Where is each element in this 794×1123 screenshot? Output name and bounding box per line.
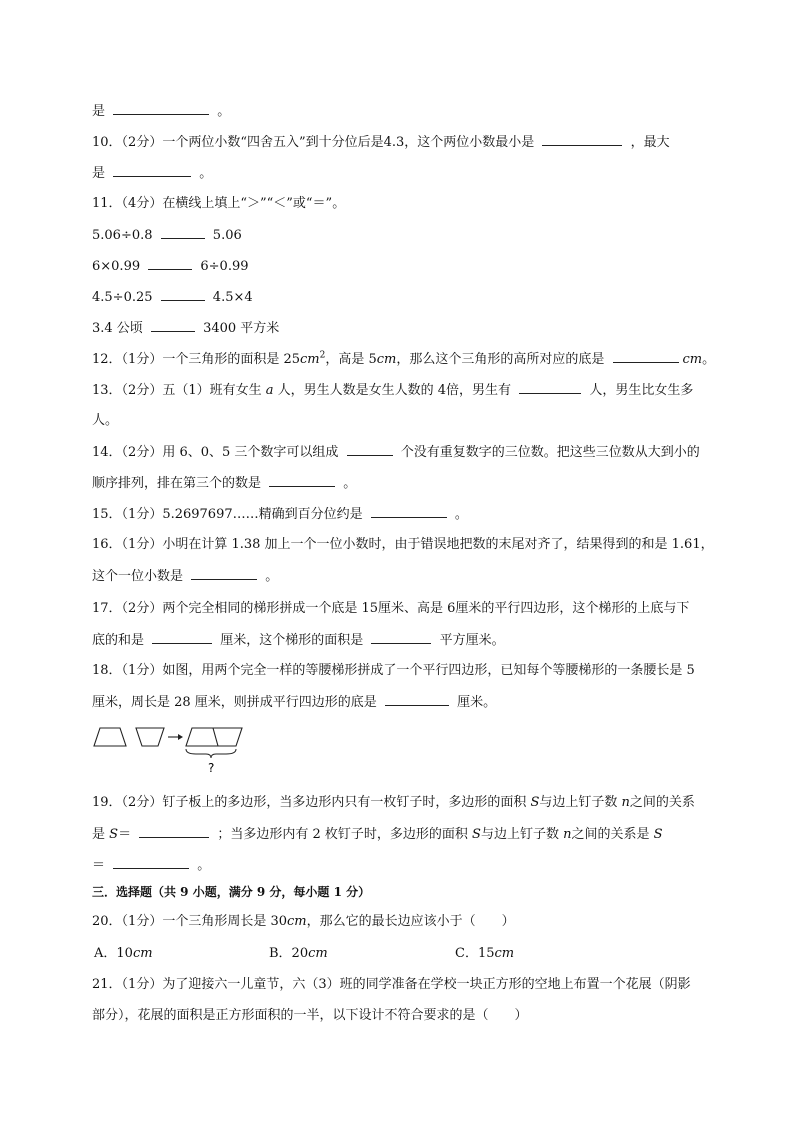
question-19 — [92, 794, 695, 812]
text: 之间的关系是 — [571, 827, 650, 842]
q10-text-2: ，最大 — [630, 135, 670, 150]
text: 个没有重复数字的三位数。把这些三位数从大到小的 — [400, 445, 700, 460]
exponent: 2 — [319, 350, 326, 361]
compare-row-1 — [92, 226, 242, 245]
variable: n — [563, 827, 572, 842]
text: 19．（2分）钉子板上的多边形，当多边形内只有一枚钉子时，多边形的面积 — [92, 795, 527, 810]
text: ；当多边形内有 2 枚钉子时，多边形的面积 — [217, 827, 468, 842]
text: ，高是 5 — [325, 352, 377, 367]
text: 。 — [343, 476, 357, 491]
text: 人。 — [92, 413, 119, 428]
text: 是 — [92, 166, 106, 181]
answer-blank[interactable] — [347, 443, 393, 456]
text: 。 — [454, 507, 468, 522]
right-expr: 6÷0.99 — [200, 259, 249, 274]
text: ＝ — [118, 827, 132, 842]
q9-tail-line — [92, 102, 230, 121]
question-10 — [92, 133, 670, 152]
variable: S — [530, 795, 540, 810]
answer-blank[interactable] — [113, 102, 209, 115]
unit: cm — [376, 352, 397, 367]
text: 厘米。 — [457, 695, 497, 710]
text: 。 — [702, 352, 716, 367]
variable: n — [621, 795, 630, 810]
text: 厘米，周长是 28 厘米，则拼成平行四边形的底是 — [92, 695, 377, 710]
answer-blank[interactable] — [148, 257, 192, 270]
left-expr: 5.06÷0.8 — [92, 228, 153, 243]
option-c[interactable] — [455, 945, 514, 963]
text: 与边上钉子数 — [539, 795, 618, 810]
question-17 — [92, 600, 689, 618]
text: 。 — [265, 569, 279, 584]
section-title: 三．选择题（共 9 小题，满分 9 分，每小题 1 分） — [92, 885, 371, 899]
right-expr: 5.06 — [212, 228, 242, 243]
trapezoid-shape — [94, 728, 126, 746]
trapezoid-figure — [92, 722, 252, 778]
arrow-head — [178, 734, 183, 740]
question-16 — [92, 536, 714, 554]
unit: cm — [494, 946, 515, 961]
answer-blank[interactable] — [151, 319, 195, 332]
text: 平方厘米。 — [439, 633, 505, 648]
question-13 — [92, 381, 693, 400]
compare-row-4 — [92, 319, 279, 338]
option-label: B．20 — [269, 946, 309, 961]
question-11 — [92, 195, 345, 213]
question-18 — [92, 662, 695, 680]
left-expr: 4.5÷0.25 — [92, 290, 153, 305]
question-10-cont — [92, 164, 212, 183]
option-a[interactable] — [94, 945, 153, 963]
option-label: A．10 — [94, 946, 133, 961]
q10-text: 10．（2分）一个两位小数“四舍五入”到十分位后是4.3，这个两位小数最小是 — [92, 135, 535, 150]
text: 21．（1分）为了迎接六一儿童节，六（3）班的同学准备在学校一块正方形的空地上布置一个花展（阴影 — [92, 977, 691, 992]
answer-blank[interactable] — [613, 350, 679, 363]
answer-blank[interactable] — [371, 505, 447, 518]
answer-blank[interactable] — [385, 693, 449, 706]
text: 。 — [197, 858, 211, 873]
unit: cm — [132, 946, 153, 961]
answer-blank[interactable] — [113, 856, 189, 869]
text: 与边上钉子数 — [480, 827, 559, 842]
text: 部分），花展的面积是正方形面积的一半，以下设计不符合要求的是（ ） — [92, 1008, 528, 1023]
base-brace — [186, 749, 236, 758]
answer-blank[interactable] — [113, 164, 191, 177]
answer-blank[interactable] — [161, 226, 205, 239]
answer-blank[interactable] — [161, 288, 205, 301]
variable: S — [653, 827, 663, 842]
text: 人，男生比女生多 — [589, 383, 694, 398]
right-expr: 3400 平方米 — [203, 321, 280, 336]
question-17-cont — [92, 631, 505, 650]
question-18-cont — [92, 693, 496, 712]
text: ，那么这个三角形的高所对应的底是 — [396, 352, 605, 367]
text: 厘米，这个梯形的面积是 — [220, 633, 364, 648]
right-expr: 4.5×4 — [212, 290, 253, 305]
compare-row-2 — [92, 257, 249, 276]
question-19-cont — [92, 825, 663, 844]
text: 是 — [92, 827, 106, 842]
unit: cm — [308, 946, 328, 961]
text: 。 — [199, 166, 213, 181]
text: 底的和是 — [92, 633, 145, 648]
answer-blank[interactable] — [542, 133, 622, 146]
answer-blank[interactable] — [269, 474, 335, 487]
unit: cm — [300, 352, 320, 367]
answer-blank[interactable] — [191, 567, 257, 580]
unit: cm — [682, 352, 703, 367]
variable: S — [109, 827, 119, 842]
variable: a — [265, 383, 274, 398]
text: 顺序排列，排在第三个的数是 — [92, 476, 262, 491]
text: 18．（1分）如图，用两个完全一样的等腰梯形拼成了一个平行四边形，已知每个等腰梯形的一条腰长是 5 — [92, 663, 695, 678]
question-16-cont — [92, 567, 278, 586]
text: 人，男生人数是女生人数的 4倍，男生有 — [277, 383, 512, 398]
left-expr: 3.4 公顷 — [92, 321, 143, 336]
text: ，那么它的最长边应该小于（ ） — [306, 914, 515, 929]
question-19-cont-2 — [92, 856, 210, 875]
question-21 — [92, 976, 691, 994]
left-expr: 6×0.99 — [92, 259, 141, 274]
answer-blank[interactable] — [519, 381, 581, 394]
question-14 — [92, 443, 700, 462]
text: 14．（2分）用 6、0、5 三个数字可以组成 — [92, 445, 339, 460]
question-15 — [92, 505, 468, 524]
question-20 — [92, 913, 515, 931]
option-label: C．15 — [455, 946, 495, 961]
base-question-mark: ? — [208, 761, 215, 775]
text: 20．（1分）一个三角形周长是 30 — [92, 914, 287, 929]
question-14-cont — [92, 474, 356, 493]
text: 之间的关系 — [629, 795, 695, 810]
text: 12．（1分）一个三角形的面积是 25 — [92, 352, 300, 367]
text: 16．（1分）小明在计算 1.38 加上一个一位小数时，由于错误地把数的末尾对齐了，结果得到的和是 1.61， — [92, 537, 714, 552]
text: 这个一位小数是 — [92, 569, 184, 584]
variable: S — [472, 827, 481, 842]
text: 17．（2分）两个完全相同的梯形拼成一个底是 15厘米、高是 6厘米的平行四边形，这个梯形的上底与下 — [92, 601, 690, 616]
q11-text: 11．（4分）在横线上填上“＞”“＜”或“＝”。 — [92, 196, 346, 211]
text: 。 — [217, 104, 231, 119]
inverted-trapezoid-shape — [136, 728, 164, 746]
question-13-cont — [92, 412, 118, 430]
question-12 — [92, 350, 715, 369]
text: ＝ — [92, 858, 106, 873]
compare-row-3 — [92, 288, 253, 307]
text: 是 — [92, 104, 106, 119]
answer-blank[interactable] — [139, 825, 209, 838]
answer-blank[interactable] — [371, 631, 431, 644]
text: 15．（1分）5.2697697……精确到百分位约是 — [92, 507, 363, 522]
split-line — [213, 728, 218, 746]
option-b[interactable] — [269, 945, 328, 963]
question-21-cont — [92, 1007, 528, 1025]
text: 13．（2分）五（1）班有女生 — [92, 383, 262, 398]
answer-blank[interactable] — [152, 631, 212, 644]
section-heading — [92, 883, 370, 901]
unit: cm — [287, 914, 307, 929]
